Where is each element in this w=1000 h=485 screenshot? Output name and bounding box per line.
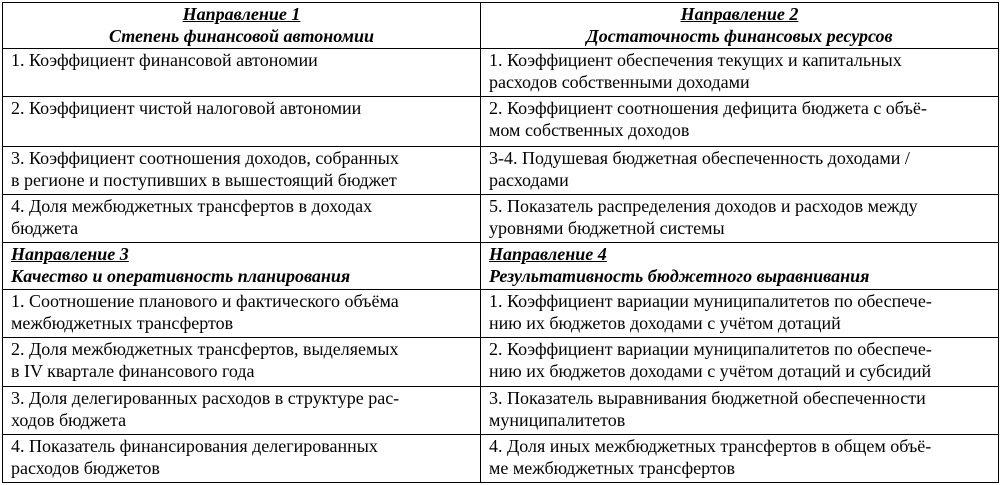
- direction-3-subheading: Качество и оперативность планирования: [11, 265, 351, 286]
- direction-4-heading: Направление 4: [489, 243, 607, 264]
- direction-3-header: [3, 242, 481, 289]
- direction-4-header: [481, 242, 999, 289]
- direction-2-item-3: 3-4. Подушевая бюджетная обеспеченность доходами / расходами: [481, 146, 999, 194]
- table-row: [3, 290, 999, 338]
- table-row: [3, 386, 999, 434]
- direction-3-item-4: 4. Показатель финансирования делегированных расходов бюджетов: [3, 434, 481, 482]
- table-row: [3, 338, 999, 386]
- direction-2-item-4: 5. Показатель распределения доходов и расходов между уровнями бюджетной системы: [481, 194, 999, 242]
- direction-1-item-4: 4. Доля межбюджетных трансфертов в доходах бюджета: [3, 194, 481, 242]
- table-row: [3, 49, 999, 97]
- table-row: [3, 146, 999, 194]
- direction-1-item-3: 3. Коэффициент соотношения доходов, собранных в регионе и поступивших в вышестоящий бюджет: [3, 146, 481, 194]
- section-1-header-row: [3, 3, 999, 49]
- direction-3-item-1: 1. Соотношение планового и фактического объёма межбюджетных трансфертов: [3, 290, 481, 338]
- table-row: [3, 434, 999, 482]
- direction-1-heading: Направление 1: [182, 4, 301, 24]
- direction-4-item-2: 2. Коэффициент вариации муниципалитетов по обеспече- нию их бюджетов доходами с учётом дотаций и субсидий: [481, 338, 999, 386]
- table-row: [3, 194, 999, 242]
- direction-2-item-1: 1. Коэффициент обеспечения текущих и капитальных расходов собственными доходами: [481, 49, 999, 97]
- direction-4-subheading: Результативность бюджетного выравнивания: [489, 265, 870, 286]
- direction-3-item-2: 2. Доля межбюджетных трансфертов, выделяемых в IV квартале финансового года: [3, 338, 481, 386]
- direction-3-heading: Направление 3: [11, 243, 129, 264]
- direction-2-item-2: 2. Коэффициент соотношения дефицита бюджета с объё- мом собственных доходов: [481, 97, 999, 146]
- directions-table: [2, 2, 999, 483]
- direction-2-heading: Направление 2: [680, 4, 799, 24]
- direction-1-header: [3, 3, 481, 49]
- direction-1-item-1: 1. Коэффициент финансовой автономии: [3, 49, 481, 97]
- direction-3-item-3: 3. Доля делегированных расходов в структуре рас- ходов бюджета: [3, 386, 481, 434]
- direction-2-header: [481, 3, 999, 49]
- table-row: [3, 97, 999, 146]
- direction-2-subheading: Достаточность финансовых ресурсов: [586, 26, 893, 46]
- direction-1-item-2: 2. Коэффициент чистой налоговой автономии: [3, 97, 481, 146]
- section-2-header-row: [3, 242, 999, 289]
- direction-4-item-1: 1. Коэффициент вариации муниципалитетов по обеспече- нию их бюджетов доходами с учётом дотаций: [481, 290, 999, 338]
- direction-1-subheading: Степень финансовой автономии: [109, 26, 374, 46]
- direction-4-item-3: 3. Показатель выравнивания бюджетной обеспеченности муниципалитетов: [481, 386, 999, 434]
- direction-4-item-4: 4. Доля иных межбюджетных трансфертов в общем объё- ме межбюджетных трансфертов: [481, 434, 999, 482]
